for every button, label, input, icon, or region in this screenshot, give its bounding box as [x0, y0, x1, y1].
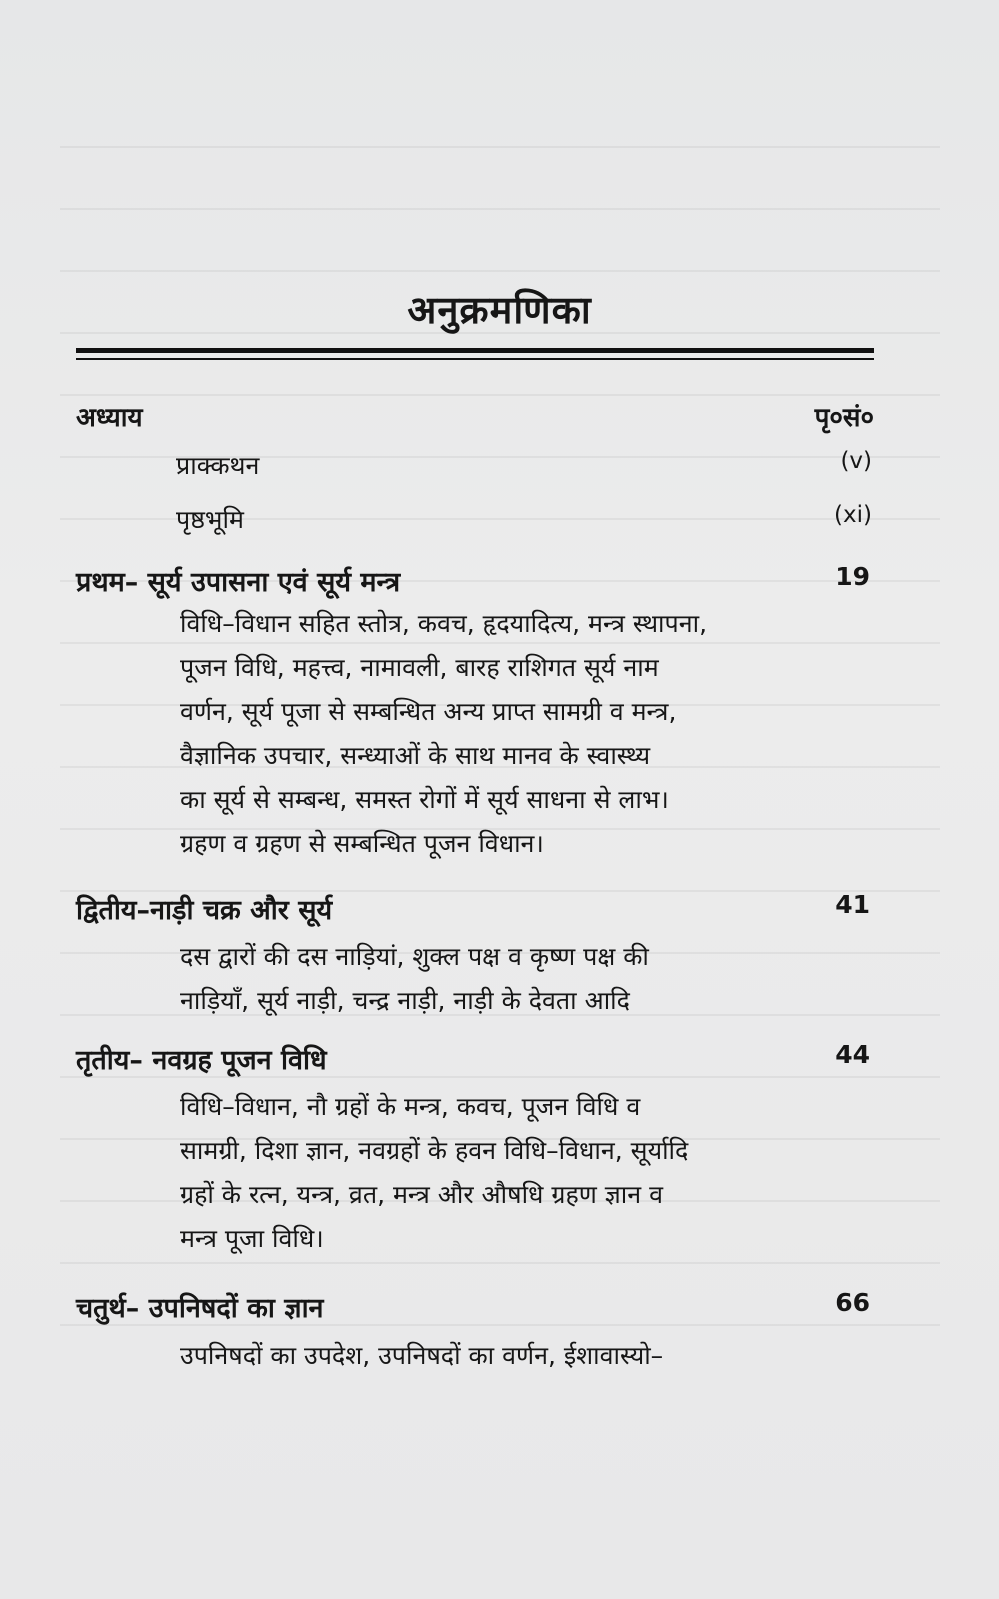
- description-line: विधि–विधान सहित स्तोत्र, कवच, हृदयादित्य, मन्त्र स्थापना,: [180, 609, 708, 638]
- chapter-page: 44: [835, 1040, 870, 1069]
- page-title: अनुक्रमणिका: [407, 288, 592, 332]
- description-line: सामग्री, दिशा ज्ञान, नवग्रहों के हवन विधि–विधान, सूर्यादि: [180, 1136, 689, 1165]
- description-line: दस द्वारों की दस नाड़ियां, शुक्ल पक्ष व कृष्ण पक्ष की: [180, 942, 649, 971]
- chapter-1-description: [76, 602, 874, 872]
- description-line: वर्णन, सूर्य पूजा से सम्बन्धित अन्य प्राप्त सामग्री व मन्त्र,: [180, 697, 677, 726]
- chapter-column-heading: अध्याय: [76, 403, 143, 433]
- chapter-title: प्रथम– सूर्य उपासना एवं सूर्य मन्त्र: [76, 567, 401, 598]
- description-line: का सूर्य से सम्बन्ध, समस्त रोगों में सूर्य साधना से लाभ।: [180, 785, 669, 814]
- chapter-page: 66: [835, 1288, 870, 1317]
- chapter-4-description: [76, 1334, 874, 1380]
- entry-page: (v): [840, 448, 872, 474]
- entry-title: पृष्ठभूमि: [176, 505, 244, 534]
- description-line: पूजन विधि, महत्त्व, नामावली, बारह राशिगत सूर्य नाम: [180, 653, 659, 682]
- chapter-title: तृतीय– नवग्रह पूजन विधि: [76, 1045, 327, 1076]
- description-line: ग्रहण व ग्रहण से सम्बन्धित पूजन विधान।: [180, 829, 544, 858]
- description-line: विधि–विधान, नौ ग्रहों के मन्त्र, कवच, पूजन विधि व: [180, 1092, 641, 1121]
- description-line: उपनिषदों का उपदेश, उपनिषदों का वर्णन, ईशावास्यो–: [180, 1341, 664, 1370]
- chapter-2-description: [76, 935, 874, 1025]
- toc-chapter-2: [76, 890, 874, 930]
- toc-chapter-4: [76, 1288, 874, 1328]
- description-line: मन्त्र पूजा विधि।: [180, 1224, 324, 1253]
- toc-entry-preface: [76, 448, 874, 482]
- toc-chapter-3: [76, 1040, 874, 1080]
- chapter-title: चतुर्थ– उपनिषदों का ज्ञान: [76, 1293, 324, 1324]
- title-rule-thin: [76, 358, 874, 360]
- description-line: वैज्ञानिक उपचार, सन्ध्याओं के साथ मानव के स्वास्थ्य: [180, 741, 651, 770]
- toc-entry-background: [76, 502, 874, 536]
- description-line: ग्रहों के रत्न, यन्त्र, व्रत, मन्त्र और औषधि ग्रहण ज्ञान व: [180, 1180, 663, 1209]
- column-header: [76, 398, 874, 432]
- chapter-page: 19: [835, 562, 870, 591]
- description-line: नाड़ियाँ, सूर्य नाड़ी, चन्द्र नाड़ी, नाड़ी के देवता आदि: [180, 986, 630, 1015]
- entry-page: (xi): [834, 502, 872, 528]
- chapter-page: 41: [835, 890, 870, 919]
- title-rule-thick: [76, 348, 874, 353]
- entry-title: प्राक्कथन: [176, 451, 260, 480]
- chapter-title: द्वितीय–नाड़ी चक्र और सूर्य: [76, 895, 333, 926]
- toc-chapter-1: [76, 562, 874, 602]
- chapter-3-description: [76, 1085, 874, 1265]
- page-column-heading: पृ०सं०: [814, 403, 874, 433]
